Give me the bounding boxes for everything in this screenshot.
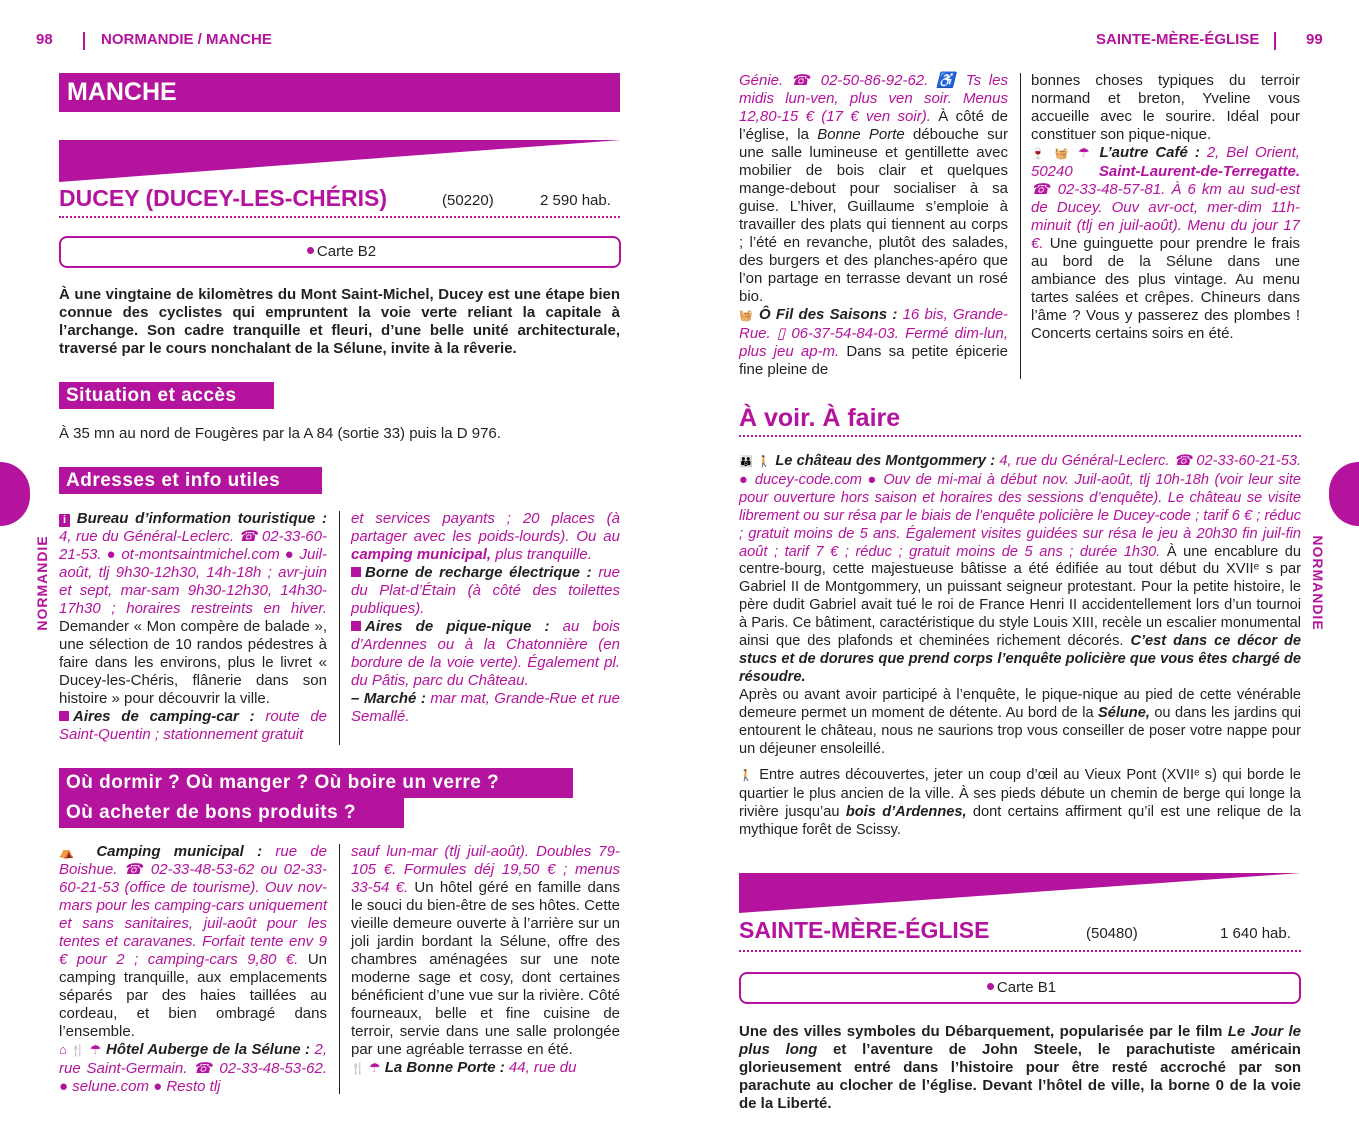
square-bullet-icon [351, 621, 361, 631]
town-title-sainte-mere: SAINTE-MÈRE-ÉGLISE [739, 917, 990, 943]
section-title-voir: À voir. À faire [739, 404, 901, 432]
bed-icon: ⌂ [59, 1042, 67, 1057]
decor-wedge [739, 873, 1301, 913]
autre-cafe-info-1: 2, Bel Orient, 50240 [1031, 144, 1300, 180]
right-column-2 [1031, 72, 1300, 343]
bonne-porte-name: La Bonne Porte : [384, 1059, 505, 1076]
region-banner [59, 73, 620, 112]
pont-text-2: dont certains affirment qu’il est une relique de la mythique forêt de Scissy. [739, 804, 1302, 839]
dotted-rule [59, 216, 620, 218]
side-tab-right [1329, 462, 1359, 526]
section-title-adresses: Adresses et info utiles [59, 467, 322, 494]
section-title-dormir-1: Où dormir ? Où manger ? Où boire un verre ? [59, 768, 573, 798]
hotel-name: Hôtel Auberge de la Sélune : [105, 1041, 311, 1058]
marche-name: – Marché : [351, 690, 426, 707]
postcode-ducey: (50220) [442, 192, 494, 209]
side-label-left: NORMANDIE [34, 535, 50, 631]
autre-cafe-text: Une guinguette pour prendre le frais au bord de la Sélune dans une ambiance des plus vintage. Au menu tartes salées et crêpes. Chineurs dans l’âme ? Vous y passerez des plombes ! Concerts certains soirs en été. [1031, 235, 1301, 342]
parasol-icon: ☂ [368, 1060, 381, 1075]
running-header-left: NORMANDIE / MANCHE [101, 31, 272, 48]
walk-icon: 🚶 [757, 456, 772, 468]
hotel-info-cont: sauf lun-mar (tlj juil-août). Doubles 79-105 €. Formules déj 19,50 € ; menus 33-54 €. [351, 843, 620, 896]
hotel-info: 2, rue Saint-Germain. ☎ 02-33-48-53-62. ● selune.com ● Resto tlj [59, 1041, 327, 1095]
running-header-right: SAINTE-MÈRE-ÉGLISE [1096, 31, 1260, 48]
bonne-porte-name-inline: Bonne Porte [817, 126, 905, 143]
chateau-name: Le château des Montgommery : [775, 453, 996, 469]
camping-info: rue de Boishue. ☎ 02-33-48-53-62 ou 02-33-60-21-53 (office de tourisme). Ouv nov-mars pour les camping-cars uniquement et sans sanitaires, juil-août pour les tentes et caravanes. Forfait tente env 9 € pour 2 ; camping-cars 9,80 €. [59, 843, 327, 968]
bonne-porte-text-2: débouche sur une salle lumineuse et gentillette avec mobilier de bois clair et quelques mange-debout pour socialiser à sa guise. L’hiver, Guillaume s’emploie à travailler des plats qui tiennent au corps ; l’été en revanche, plutôt des salades, des burgers et des planches-apéro que l’on partage en terrasse devant un rosé bio. [739, 126, 1008, 305]
dotted-rule [739, 435, 1301, 437]
bonne-porte-info: 44, rue du [508, 1059, 577, 1076]
pont-bold: bois d’Ardennes, [845, 804, 967, 821]
pique-nique-info: au bois d’Ardennes ou à la Chatonnière (en bordure de la voie verte). Également pl. du Pâtis, parc du Château. [351, 618, 620, 689]
camping-municipal-after: plus tranquille. [495, 546, 592, 563]
bullet-icon [307, 247, 314, 254]
intro-a: Une des villes symboles du Débarquement, popularisée par le film [739, 1023, 1223, 1040]
restaurant-icon: 🍴 [71, 1045, 86, 1057]
dotted-rule [739, 950, 1301, 952]
borne-info: rue du Plat-d’Étain (à côté des toilettes publiques). [351, 564, 620, 617]
autre-cafe-town: Saint-Laurent-de-Terregatte. [1098, 163, 1300, 180]
bureau-text: Demander « Mon compère de balade », une sélection de 10 randos pédestres à faire dans les environs, plus le livret « Ducey-les-Chéris, flânerie dans son histoire » pour découvrir la ville. [59, 618, 327, 707]
map-reference: Carte B2 [316, 243, 377, 260]
chateau-p2-c: ou dans les jardins qui entourent le château, nous ne saurions trop vous conseiller de poser votre nappe pour un déjeuner ensoleillé. [739, 704, 1301, 757]
camping-car-name: Aires de camping-car : [73, 708, 255, 725]
autre-cafe-info-2: ☎ 02-33-48-57-81. À 6 km au sud-est de Ducey. Ouv avr-oct, mer-dim 11h-minuit (tlj en juil-août). Menu du jour 17 €. [1031, 181, 1300, 252]
parasol-icon: ☂ [89, 1042, 102, 1057]
chateau-info: 4, rue du Général-Leclerc. ☎ 02-33-60-21-53. ● ducey-code.com ● Ouv de mi-mai à début nov. Juil-août, tlj 10h-18h (voir leur site pour ouverture hors saison et horaires des sessions d’enquête). Le château se visite librement ou sur résa par le biais de l’enquête policière le Ducey-code ; tarif 6 € ; réduc ; gratuit moins de 5 ans. Également visites guidées sur résa le jeu à 20h30 fin juil-fin août ; tarif 7 € ; réduc ; gratuit moins de 5 ans ; durée 1h30. [739, 453, 1302, 560]
map-reference-box [59, 236, 621, 268]
section-title-dormir-2: Où acheter de bons produits ? [59, 798, 404, 828]
walk-icon: 🚶 [739, 770, 754, 783]
camping-car-info-cont: et services payants ; 20 places (à partager avec les poids-lourds). Ou au [351, 510, 620, 545]
adresses-column-1 [59, 510, 327, 744]
restaurant-icon: 🍴 [351, 1063, 365, 1075]
square-bullet-icon [351, 567, 361, 577]
pont-text-1: Entre autres découvertes, jeter un coup d’œil au Vieux Pont (XVIIᵉ s) qui borde le quartier le plus ancien de la ville. À ses pieds débute un chemin de berge qui longe la rivière jusqu’au [739, 767, 1302, 821]
postcode-sainte-mere: (50480) [1086, 925, 1138, 942]
header-separator [1274, 32, 1276, 50]
dormir-column-1 [59, 843, 327, 1096]
situation-text: À 35 mn au nord de Fougères par la A 84 (sortie 33) puis la D 976. [59, 425, 501, 442]
camping-municipal-link: camping municipal, [351, 546, 492, 563]
marche-info: mar mat, Grande-Rue et rue Semallé. [351, 690, 620, 725]
fil-saisons-info: 16 bis, Grande-Rue. ▯ 06-37-54-84-03. Fermé dim-lun, plus jeu ap-m. [739, 306, 1009, 360]
autre-cafe-name: L’autre Café : [1099, 144, 1200, 161]
camping-text: Un camping tranquille, aux emplacements séparés par des haies taillées au cordeau, et bien ombragé dans l’ensemble. [59, 951, 327, 1040]
bullet-icon [987, 983, 994, 990]
intro-film: Le Jour le plus long [739, 1023, 1302, 1058]
borne-name: Borne de recharge électrique : [365, 564, 592, 581]
intro-b: et l’aventure de John Steele, le parachutiste américain glorieusement entré dans l’histoire pour être resté accroché par son parachute au clocher de l’église. Devant l’hôtel de ville, la borne 0 de la voie de la Liberté. [739, 1041, 1301, 1112]
hotel-text: Un hôtel géré en famille dans le souci du bien-être de ses hôtes. Cette vieille demeure ouverte à l’arrière sur un joli jardin bordant la Sélune, offre des chambres aménagées sur une note moderne sage et cosy, dont certaines bénéficient d’une vue sur la rivière. Côté fourneaux, belle et fine cuisine de terroir, servie dans une salle prolongée par une agréable terrasse en été. [351, 879, 620, 1058]
population-sainte-mere: 1 640 hab. [1220, 925, 1291, 942]
town-title-ducey: DUCEY (DUCEY-LES-CHÉRIS) [59, 185, 387, 211]
side-tab-left [0, 462, 30, 526]
intro-paragraph-sainte-mere [739, 1023, 1301, 1113]
pique-nique-name: Aires de pique-nique : [365, 618, 550, 635]
glass-icon: 🍷 [1031, 148, 1048, 160]
fil-saisons-text-cont: bonnes choses typiques du terroir normand et breton, Yveline vous accueille avec le sourire. Idéal pour constituer son pique-nique. [1031, 72, 1300, 143]
population-ducey: 2 590 hab. [540, 192, 611, 209]
bureau-name: Bureau d’information touristique : [76, 510, 327, 527]
basket-icon: 🧺 [1054, 148, 1072, 160]
adresses-column-2 [351, 510, 620, 726]
header-separator [83, 32, 85, 50]
camping-name: Camping municipal : [96, 843, 263, 860]
chateau-text: À une encablure du centre-bourg, cette majestueuse bâtisse a été édifiée au tout début du XVIIᵉ s par Gabriel II de Montgommery, un puissant seigneur protestant. Pour la petite histoire, le père dudit Gabriel avait tué le roi de France Henri II accidentellement lors d’un tournoi à Paris. Ce bâtiment, caractéristique du style Louis XIII, recèle un escalier monumental ainsi que des plafonds et cheminées richement décorés. [739, 543, 1301, 650]
right-column-1 [739, 72, 1008, 379]
bonne-porte-text: À côté de l’église, la [739, 108, 1008, 143]
parasol-icon: ☂ [1078, 145, 1093, 160]
column-divider [339, 844, 340, 1094]
map-reference: Carte B1 [996, 979, 1057, 996]
bureau-info: 4, rue du Général-Leclerc. ☎ 02-33-60-21-53. ● ot-montsaintmichel.com ● Juil-août, tlj 9h30-12h30, 14h-18h ; avr-juin et sept, mar-sam 9h30-12h30, 14h30-17h30 ; horaires restreints en hiver. [59, 528, 327, 617]
fil-saisons-text: Dans sa petite épicerie fine pleine de [739, 343, 1008, 378]
chateau-p2-a: Après ou avant avoir participé à l’enquête, le pique-nique au pied de cette vénérable demeure permet un moment de détente. Au bord de la [739, 686, 1301, 721]
page-number-right: 99 [1306, 31, 1323, 48]
camping-car-info: route de Saint-Quentin ; stationnement gratuit [59, 708, 327, 743]
dormir-column-2 [351, 843, 620, 1078]
side-label-right: NORMANDIE [1310, 535, 1326, 631]
chateau-p2-selune: Sélune, [1097, 704, 1150, 721]
basket-icon: 🧺 [739, 310, 754, 322]
decor-wedge [59, 140, 621, 182]
column-divider [1020, 73, 1021, 379]
family-icon: 👪 [739, 456, 753, 468]
section-title-situation: Situation et accès [59, 382, 274, 409]
page-number-left: 98 [36, 31, 53, 48]
column-divider [339, 511, 340, 745]
chateau-entry [739, 453, 1301, 840]
chateau-highlight: C’est dans ce décor de stucs et de dorures que prend corps l’enquête policière que vous êtes chargé de résoudre. [739, 633, 1301, 685]
info-icon: i [59, 514, 70, 527]
tent-icon: ⛺ [59, 845, 84, 859]
square-bullet-icon [59, 711, 69, 721]
region-banner-title: MANCHE [67, 78, 177, 106]
fil-saisons-name: Ô Fil des Saisons : [758, 306, 898, 323]
bonne-porte-info-cont: Génie. ☎ 02-50-86-92-62. ♿ Ts les midis lun-ven, plus ven soir. Menus 12,80-15 € (17 € ven soir). [739, 72, 1008, 125]
intro-paragraph: À une vingtaine de kilomètres du Mont Saint-Michel, Ducey est une étape bien connue des cyclistes qui empruntent la voie verte reliant la capitale à l’archange. Son cadre tranquille et fleuri, d’une belle unité architecturale, traversé par le cours nonchalant de la Sélune, invite à la rêverie. [59, 286, 620, 357]
map-reference-box [739, 972, 1301, 1004]
